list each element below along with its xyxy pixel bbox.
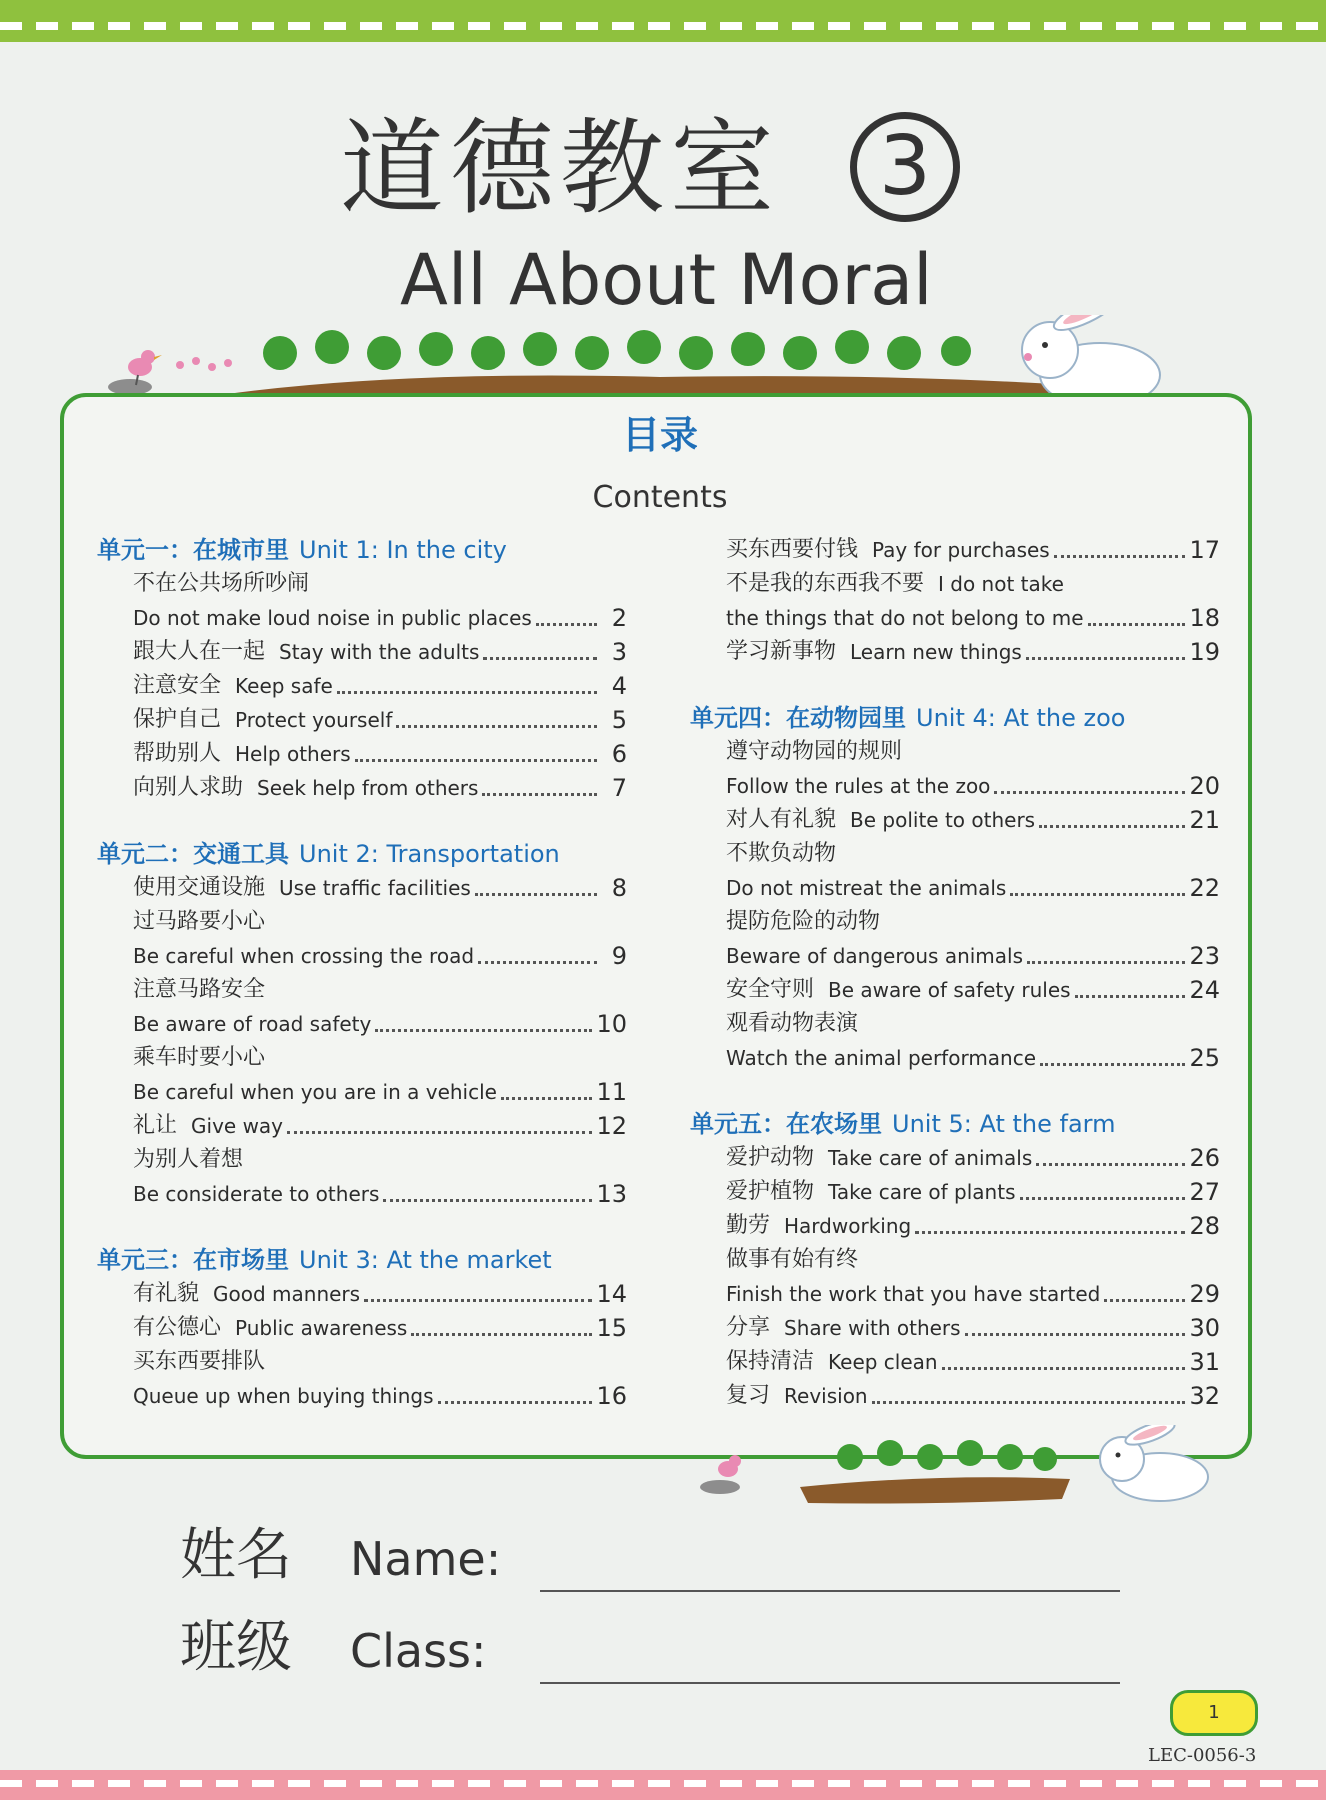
dot-leader [1104, 1299, 1185, 1302]
lesson-title-cn: 不在公共场所吵闹 [133, 571, 310, 596]
dot-leader [1088, 623, 1186, 626]
page-number: 2 [611, 604, 627, 632]
unit-heading-en: Unit 1: In the city [299, 536, 507, 564]
lesson-title-en: Be aware of safety rules [828, 978, 1071, 1002]
page-number: 29 [1189, 1280, 1220, 1308]
page-number: 3 [611, 638, 627, 666]
dot-leader [872, 1401, 1186, 1404]
lesson-title-en: Learn new things [850, 640, 1022, 664]
dot-leader [942, 1367, 1186, 1370]
page-number: 26 [1189, 1144, 1220, 1172]
top-border [0, 0, 1326, 42]
dot-leader [965, 1333, 1186, 1336]
dot-leader [287, 1131, 592, 1134]
page-number: 15 [596, 1314, 627, 1342]
contents-row[interactable] [690, 803, 1220, 837]
page-number: 13 [596, 1180, 627, 1208]
unit-heading-cn: 单元一：在城市里 [97, 536, 289, 564]
lesson-title-en: Pay for purchases [872, 538, 1050, 562]
lesson-title-en: Be careful when crossing the road [133, 944, 475, 968]
lesson-title-en: Good manners [213, 1282, 361, 1306]
contents-row[interactable] [97, 567, 627, 601]
contents-row[interactable] [690, 735, 1220, 769]
soil-icon [800, 1477, 1070, 1503]
lesson-title-en: Protect yourself [235, 708, 393, 732]
contents-heading-cn: 目录 [621, 413, 698, 457]
dot-leader [482, 793, 597, 796]
dot-leader [1075, 995, 1186, 998]
page-number: 23 [1189, 942, 1220, 970]
contents-row[interactable] [97, 703, 627, 737]
page-number: 12 [596, 1112, 627, 1140]
lesson-title-cn: 做事有始有终 [726, 1247, 859, 1272]
page-number: 30 [1189, 1314, 1220, 1342]
carrots-icon [263, 330, 971, 370]
lesson-title-cn: 遵守动物园的规则 [726, 739, 903, 764]
lesson-title-cn: 买东西要付钱 [726, 537, 859, 562]
carrots-icon [837, 1440, 1057, 1471]
page-number: 24 [1189, 976, 1220, 1004]
lesson-title-cn: 跟大人在一起 [133, 639, 266, 664]
top-border-dashes [0, 22, 1326, 30]
lesson-title-en: Be polite to others [850, 808, 1036, 832]
bird-icon [108, 350, 162, 395]
dot-leader [364, 1299, 592, 1302]
unit-heading-cn: 单元四：在动物园里 [690, 704, 906, 732]
page-number: 11 [596, 1078, 627, 1106]
contents-row[interactable] [97, 1041, 627, 1075]
lesson-title-en: Give way [191, 1114, 284, 1138]
lesson-title-cn: 不欺负动物 [726, 841, 837, 866]
lesson-title-cn: 使用交通设施 [133, 875, 266, 900]
page-number: 5 [611, 706, 627, 734]
contents-row[interactable] [690, 837, 1220, 871]
dot-leader [1036, 1163, 1185, 1166]
page-number: 28 [1189, 1212, 1220, 1240]
lesson-title-en: Be careful when you are in a vehicle [133, 1080, 497, 1104]
unit-heading-cn: 单元五：在农场里 [690, 1110, 882, 1138]
flowers-icon [176, 357, 232, 371]
class-label-cn: 班级 [180, 1615, 292, 1680]
unit-heading-en: Unit 3: At the market [299, 1246, 552, 1274]
contents-row[interactable] [97, 737, 627, 771]
contents-row[interactable] [97, 635, 627, 669]
name-label-en: Name: [350, 1532, 502, 1586]
unit-heading-en: Unit 4: At the zoo [916, 704, 1126, 732]
dot-leader [396, 725, 597, 728]
dot-leader [478, 961, 597, 964]
bottom-border-dashes [0, 1780, 1326, 1787]
contents-row[interactable] [690, 1277, 1220, 1311]
unit-heading-cn: 单元二：交通工具 [97, 840, 289, 868]
dot-leader [475, 893, 597, 896]
lesson-title-cn: 乘车时要小心 [133, 1045, 266, 1070]
page-number: 6 [611, 740, 627, 768]
contents-row[interactable] [97, 871, 627, 905]
unit-heading [97, 533, 627, 567]
lesson-title-cn: 注意马路安全 [133, 977, 266, 1002]
contents-row[interactable] [97, 973, 627, 1007]
lesson-title-en: Be aware of road safety [133, 1012, 372, 1036]
contents-row[interactable] [690, 1041, 1220, 1075]
lesson-title-cn: 向别人求助 [133, 775, 244, 800]
lesson-title-cn: 勤劳 [726, 1213, 771, 1238]
lesson-title-en: Revision [784, 1384, 868, 1408]
lesson-title-cn: 分享 [726, 1315, 771, 1340]
product-code: LEC-0056-3 [1148, 1745, 1257, 1766]
lesson-title-en: Keep safe [235, 674, 333, 698]
page-title-en: All About Moral [400, 239, 933, 321]
volume-number-badge: 3 [850, 112, 960, 222]
lesson-title-cn: 礼让 [133, 1113, 178, 1138]
rabbit-icon [1100, 1425, 1208, 1501]
contents-row[interactable] [690, 973, 1220, 1007]
lesson-title-en: I do not take [938, 572, 1064, 596]
lesson-title-en: Watch the animal performance [726, 1046, 1037, 1070]
lesson-title-cn: 爱护动物 [726, 1145, 815, 1170]
lesson-title-cn: 为别人着想 [133, 1147, 244, 1172]
class-field[interactable] [180, 1612, 1140, 1704]
contents-row[interactable] [690, 905, 1220, 939]
contents-row[interactable] [690, 1007, 1220, 1041]
page-number: 4 [611, 672, 627, 700]
page-number: 18 [1189, 604, 1220, 632]
lesson-title-en: Follow the rules at the zoo [726, 774, 991, 798]
lesson-title-cn: 观看动物表演 [726, 1011, 859, 1036]
carrot-garden-small-illustration [690, 1425, 1230, 1515]
dot-leader [1026, 657, 1186, 660]
contents-row[interactable] [97, 601, 627, 635]
contents-row[interactable] [690, 939, 1220, 973]
lesson-title-en: Stay with the adults [279, 640, 480, 664]
dot-leader [355, 759, 597, 762]
contents-row[interactable] [690, 1345, 1220, 1379]
contents-row[interactable] [97, 1177, 627, 1211]
contents-row[interactable] [97, 1277, 627, 1311]
lesson-title-cn: 帮助别人 [133, 741, 222, 766]
contents-row[interactable] [97, 1345, 627, 1379]
lesson-title-cn: 过马路要小心 [133, 909, 266, 934]
dot-leader [536, 623, 597, 626]
unit-heading [690, 701, 1220, 735]
page-number: 9 [611, 942, 627, 970]
page-number: 10 [596, 1010, 627, 1038]
contents-row[interactable] [97, 1007, 627, 1041]
page-number: 7 [611, 774, 627, 802]
contents-row[interactable] [690, 1141, 1220, 1175]
name-write-line[interactable] [540, 1590, 1120, 1592]
unit-heading-en: Unit 5: At the farm [892, 1110, 1116, 1138]
page-number: 17 [1189, 536, 1220, 564]
bird-icon [700, 1455, 741, 1494]
contents-row[interactable] [690, 1379, 1220, 1413]
page-number: 16 [596, 1382, 627, 1410]
lesson-title-en: Use traffic facilities [279, 876, 471, 900]
contents-row[interactable] [690, 871, 1220, 905]
lesson-title-en: Do not mistreat the animals [726, 876, 1007, 900]
page-number: 20 [1189, 772, 1220, 800]
dot-leader [1040, 1063, 1185, 1066]
lesson-title-cn: 对人有礼貌 [726, 807, 837, 832]
dot-leader [1010, 893, 1185, 896]
dot-leader [375, 1029, 592, 1032]
contents-row[interactable] [690, 601, 1220, 635]
lesson-title-cn: 复习 [726, 1383, 771, 1408]
name-field[interactable] [180, 1520, 1140, 1612]
contents-row[interactable] [97, 1075, 627, 1109]
student-info-block [180, 1520, 1140, 1704]
page-number: 14 [596, 1280, 627, 1308]
page-number: 32 [1189, 1382, 1220, 1410]
lesson-title-cn: 有礼貌 [133, 1281, 200, 1306]
contents-column-left [97, 533, 627, 1413]
contents-row[interactable] [690, 533, 1220, 567]
lesson-title-cn: 注意安全 [133, 673, 222, 698]
page-number: 21 [1189, 806, 1220, 834]
lesson-title-en: Seek help from others [257, 776, 479, 800]
contents-heading-en: Contents [592, 480, 728, 515]
dot-leader [994, 791, 1185, 794]
contents-row[interactable] [690, 1311, 1220, 1345]
page-number: 19 [1189, 638, 1220, 666]
lesson-title-en: Keep clean [828, 1350, 938, 1374]
page-number: 25 [1189, 1044, 1220, 1072]
bottom-border [0, 1770, 1326, 1800]
page-number: 31 [1189, 1348, 1220, 1376]
contents-row[interactable] [690, 567, 1220, 601]
lesson-title-cn: 有公德心 [133, 1315, 222, 1340]
contents-row[interactable] [97, 905, 627, 939]
dot-leader [438, 1401, 593, 1404]
dot-leader [1039, 825, 1185, 828]
dot-leader [1027, 961, 1185, 964]
contents-row[interactable] [690, 769, 1220, 803]
lesson-title-en: Be considerate to others [133, 1182, 380, 1206]
lesson-title-en: Take care of plants [828, 1180, 1016, 1204]
dot-leader [383, 1199, 592, 1202]
dot-leader [915, 1231, 1185, 1234]
lesson-title-cn: 买东西要排队 [133, 1349, 266, 1374]
contents-row[interactable] [97, 669, 627, 703]
class-label-en: Class: [350, 1624, 487, 1678]
contents-row[interactable] [690, 1243, 1220, 1277]
lesson-title-cn: 学习新事物 [726, 639, 837, 664]
contents-row[interactable] [97, 771, 627, 805]
lesson-title-en: Queue up when buying things [133, 1384, 434, 1408]
contents-column-right [690, 533, 1220, 1413]
lesson-title-en: the things that do not belong to me [726, 606, 1084, 630]
page-number-badge: 1 [1170, 1690, 1258, 1736]
lesson-title-en: Do not make loud noise in public places [133, 606, 532, 630]
dot-leader [501, 1097, 592, 1100]
lesson-title-cn: 安全守则 [726, 977, 815, 1002]
page-number: 8 [611, 874, 627, 902]
page-number: 22 [1189, 874, 1220, 902]
unit-heading-cn: 单元三：在市场里 [97, 1246, 289, 1274]
unit-heading [97, 837, 627, 871]
lesson-title-en: Help others [235, 742, 351, 766]
contents-row[interactable] [97, 1143, 627, 1177]
contents-row[interactable] [690, 1175, 1220, 1209]
lesson-title-en: Finish the work that you have started [726, 1282, 1101, 1306]
dot-leader [1020, 1197, 1186, 1200]
page-title-cn: 道德教室 [340, 107, 781, 229]
unit-heading [690, 1107, 1220, 1141]
lesson-title-cn: 保护自己 [133, 707, 222, 732]
lesson-title-cn: 爱护植物 [726, 1179, 815, 1204]
contents-row[interactable] [97, 1311, 627, 1345]
page-number: 27 [1189, 1178, 1220, 1206]
unit-heading-en: Unit 2: Transportation [299, 840, 560, 868]
contents-row[interactable] [97, 1109, 627, 1143]
lesson-title-en: Public awareness [235, 1316, 408, 1340]
dot-leader [411, 1333, 592, 1336]
name-label-cn: 姓名 [180, 1523, 292, 1588]
lesson-title-en: Hardworking [784, 1214, 912, 1238]
unit-heading [97, 1243, 627, 1277]
contents-row[interactable] [97, 939, 627, 973]
lesson-title-en: Beware of dangerous animals [726, 944, 1024, 968]
contents-row[interactable] [690, 1209, 1220, 1243]
contents-row[interactable] [690, 635, 1220, 669]
lesson-title-cn: 提防危险的动物 [726, 909, 881, 934]
lesson-title-cn: 不是我的东西我不要 [726, 571, 925, 596]
lesson-title-cn: 保持清洁 [726, 1349, 815, 1374]
class-write-line[interactable] [540, 1682, 1120, 1684]
lesson-title-en: Share with others [784, 1316, 961, 1340]
lesson-title-en: Take care of animals [828, 1146, 1033, 1170]
contents-row[interactable] [97, 1379, 627, 1413]
dot-leader [483, 657, 597, 660]
dot-leader [1054, 555, 1186, 558]
dot-leader [337, 691, 597, 694]
